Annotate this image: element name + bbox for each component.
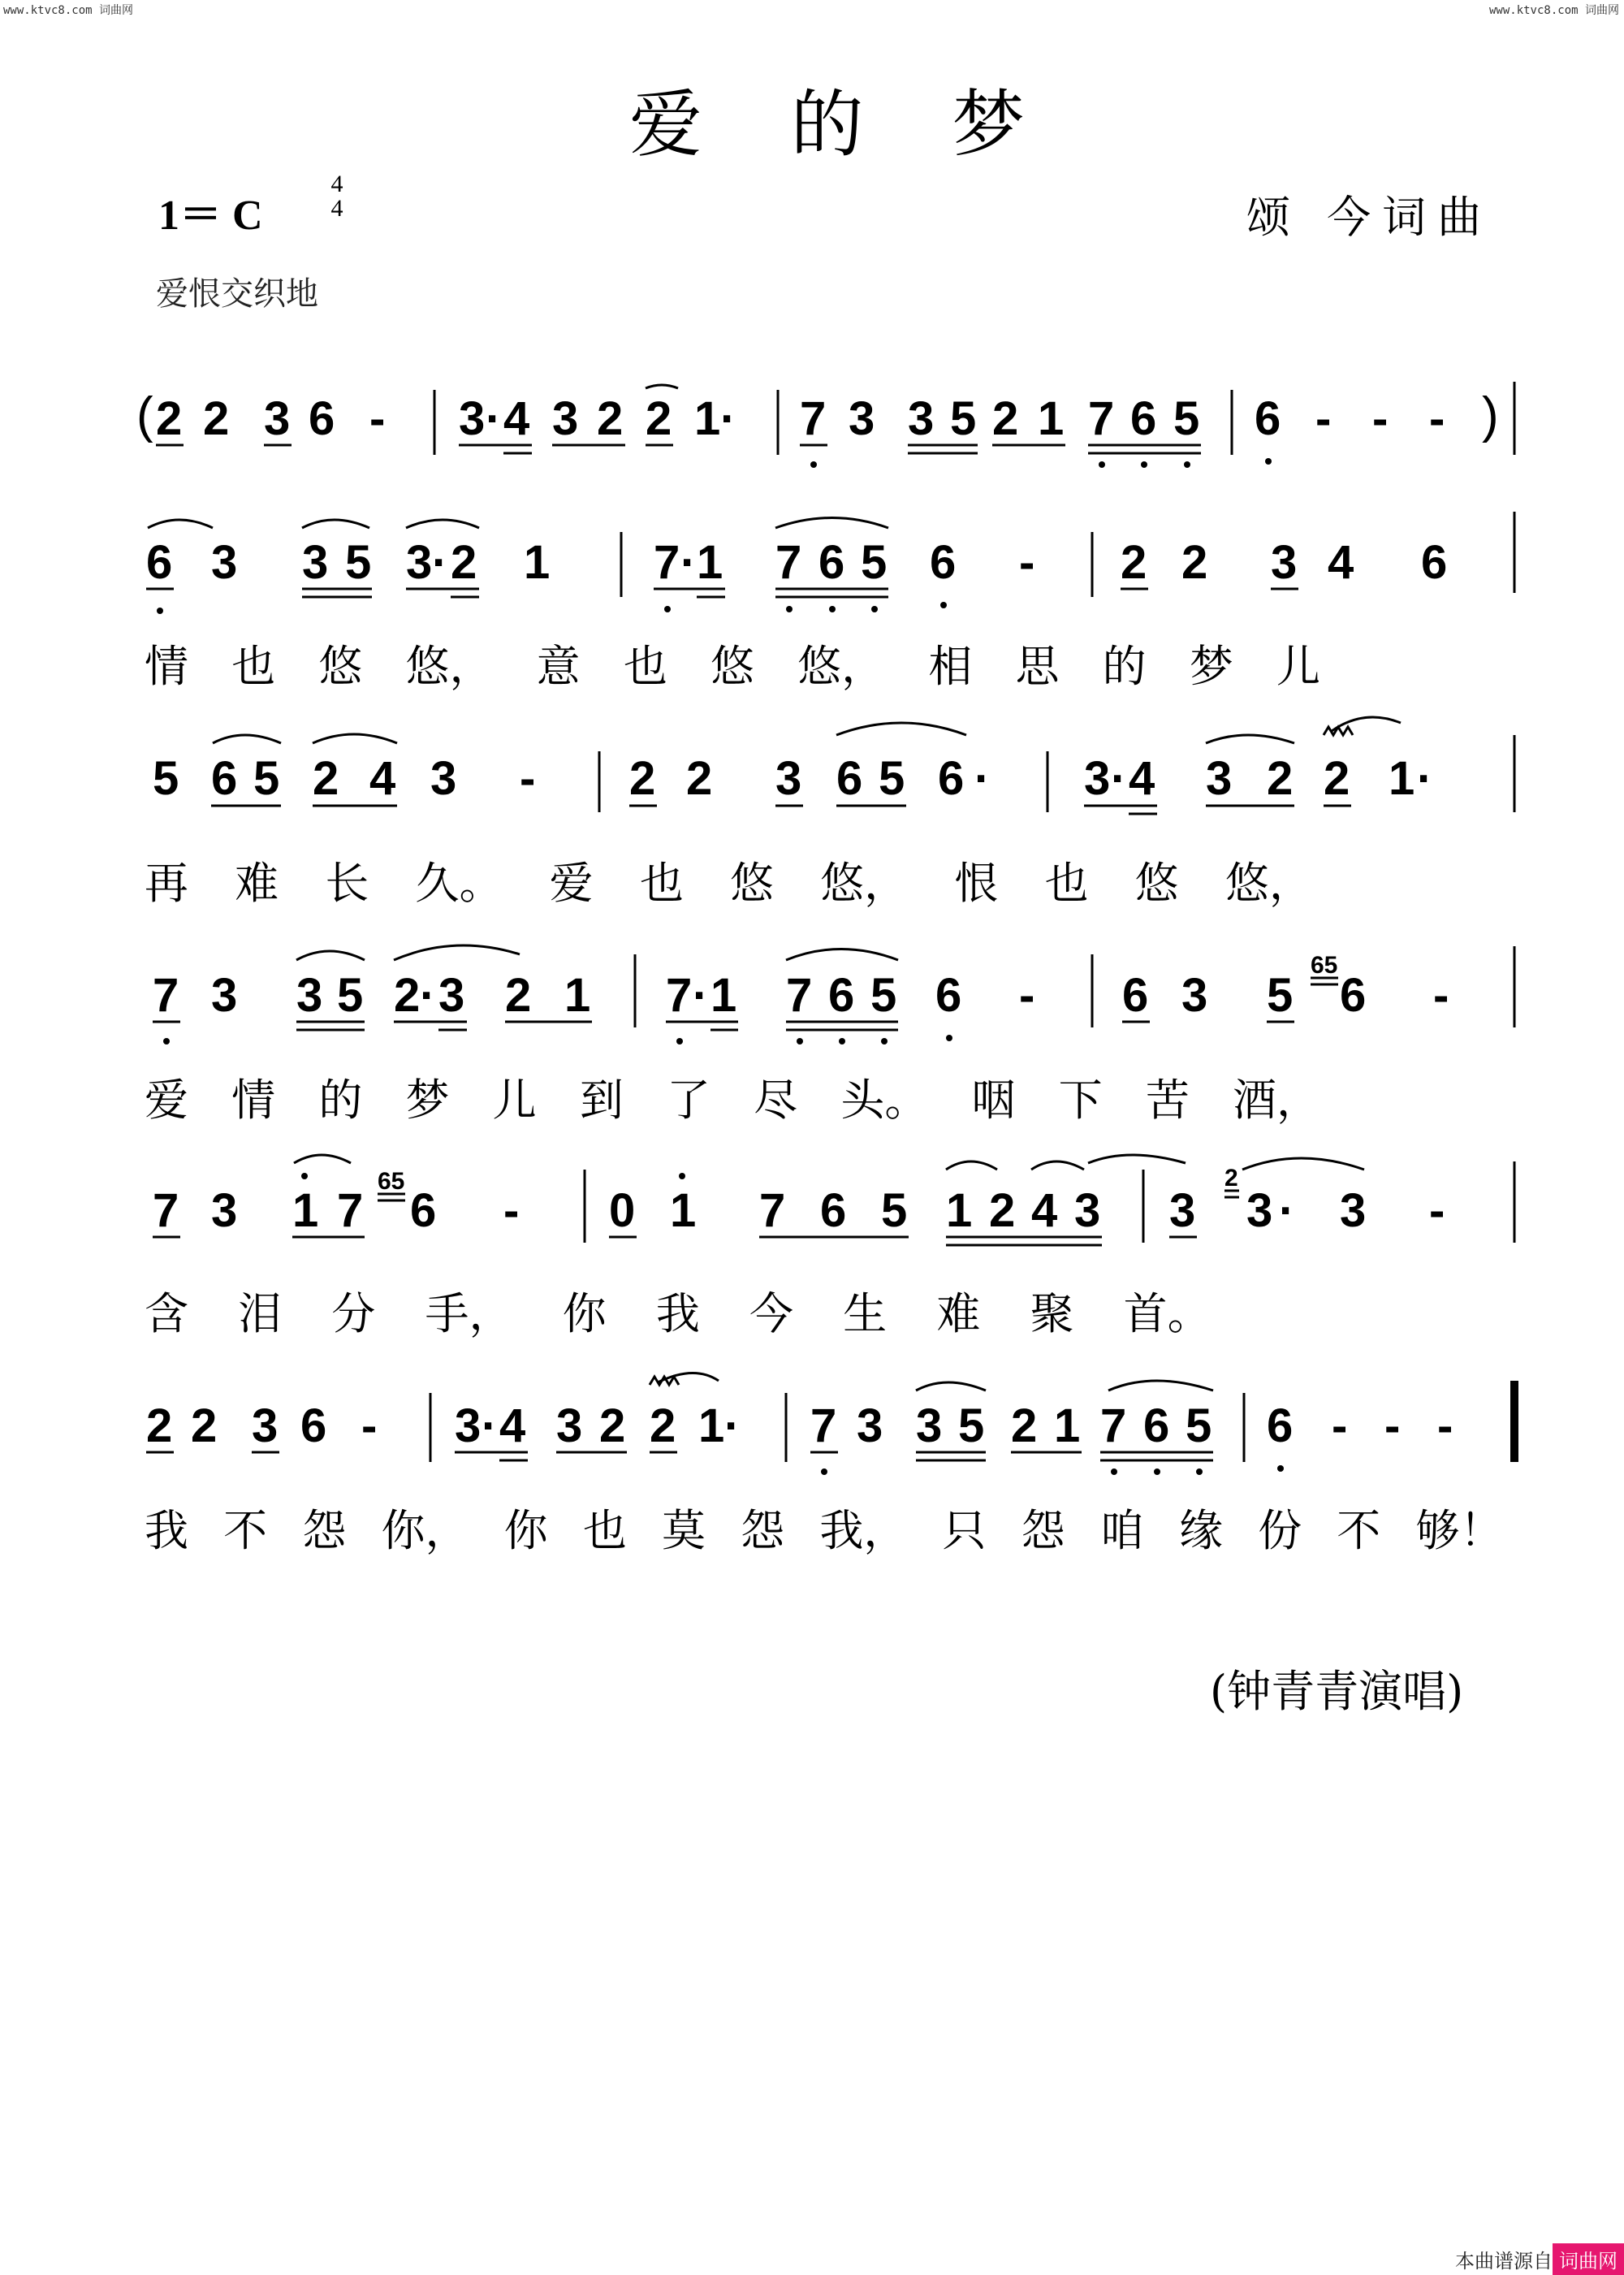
svg-text:2: 2 <box>992 392 1019 445</box>
svg-text:1: 1 <box>564 969 591 1022</box>
svg-text:6: 6 <box>1267 1399 1294 1452</box>
notation-line-1: (2 2 3 6 - | 3·4 3 2 2 1· | 7 3 3 5 2 1 7 6 5 | 6 - - - ) <box>0 2193 20 2194</box>
svg-text:1: 1 <box>697 536 723 589</box>
staff-line-5 <box>153 1155 1514 1245</box>
svg-text:7: 7 <box>654 536 680 589</box>
svg-text:7: 7 <box>153 1184 179 1237</box>
svg-text:3: 3 <box>1206 752 1233 805</box>
lyric-line-1: 情 也 悠 悠， 意 也 悠 悠， 相 思 的 梦 儿 <box>145 641 1320 692</box>
svg-text:2: 2 <box>1224 1165 1238 1192</box>
svg-text:6: 6 <box>1255 392 1281 445</box>
svg-text:6: 6 <box>935 969 962 1022</box>
svg-text:3: 3 <box>1169 1184 1196 1237</box>
svg-text:1: 1 <box>670 1184 697 1237</box>
svg-text:3: 3 <box>916 1399 943 1452</box>
site-header-left: www.ktvc8.com 词曲网 <box>3 4 134 17</box>
svg-text:-: - <box>520 752 536 805</box>
svg-text:·: · <box>482 1399 498 1452</box>
svg-text:-: - <box>361 1399 378 1452</box>
svg-text:5: 5 <box>1173 392 1200 445</box>
time-signature-bottom: 4 <box>330 195 343 222</box>
svg-text:7: 7 <box>337 1184 364 1237</box>
svg-text:3: 3 <box>296 969 323 1022</box>
svg-text:·: · <box>724 1399 741 1452</box>
lyric-line-4: 含 泪 分 手， 你 我 今 生 难 聚 首。 <box>145 1288 1212 1339</box>
svg-text:7: 7 <box>775 536 802 589</box>
svg-text:2: 2 <box>1181 536 1208 589</box>
svg-text:6: 6 <box>1143 1399 1170 1452</box>
notation-line-2: 6 3 3 5 3·2 1 | 7·1 7 6 5 6 - | 2 2 3 4 6 <box>20 2193 37 2194</box>
notation-line-6: 2 2 3 6 - | 3·4 3 2 2 1· | 7 3 3 5 2 1 7 6 5 | 6 - - - <box>87 2193 107 2194</box>
key-signature: 1＝ C <box>158 192 263 239</box>
svg-text:4: 4 <box>499 1399 526 1452</box>
performer-credit: (钟青青演唱) <box>1210 1666 1464 1717</box>
svg-text:1: 1 <box>946 1184 973 1237</box>
svg-text:7: 7 <box>786 969 813 1022</box>
svg-text:-: - <box>1384 1399 1401 1452</box>
svg-text:6: 6 <box>930 536 957 589</box>
svg-text:6: 6 <box>300 1399 327 1452</box>
svg-text:2: 2 <box>191 1399 218 1452</box>
lyric-line-5: 我 不 怨 你， 你 也 莫 怨 我， 只 怨 咱 缘 份 不 够！ <box>145 1505 1504 1556</box>
lyric-line-2: 再 难 长 久。 爱 也 悠 悠， 恨 也 悠 悠， <box>145 858 1313 909</box>
svg-text:·: · <box>974 752 991 805</box>
svg-text:2: 2 <box>313 752 339 805</box>
svg-text:-: - <box>1019 969 1035 1022</box>
svg-text:6: 6 <box>146 536 173 589</box>
staff-line-6 <box>146 1373 1514 1475</box>
svg-text:1: 1 <box>292 1184 319 1237</box>
notation-line-4: 7 3 3 5 2·3 2 1 | 7·1 7 6 5 6 - | 6 3 5 65 6 - <box>52 2193 70 2194</box>
time-signature-top: 4 <box>330 171 343 197</box>
notation-line-3: 5 6 5 2 4 3 - | 2 2 3 6 5 6· | 3·4 3 2 2 1· <box>36 2193 52 2194</box>
svg-text:5: 5 <box>881 1184 908 1237</box>
svg-text:2: 2 <box>1121 536 1147 589</box>
svg-text:3: 3 <box>211 1184 238 1237</box>
svg-text:3: 3 <box>556 1399 583 1452</box>
svg-text:1: 1 <box>1389 752 1415 805</box>
svg-text:6: 6 <box>1130 392 1157 445</box>
footer-site-link[interactable]: 词曲网 <box>1553 2243 1624 2275</box>
svg-text:3: 3 <box>775 752 802 805</box>
svg-text:1: 1 <box>694 392 721 445</box>
svg-text:·: · <box>1417 752 1433 805</box>
lyric-line-3: 爱 情 的 梦 儿 到 了 尽 头。 咽 下 苦 酒， <box>145 1075 1320 1126</box>
svg-text:-: - <box>1332 1399 1348 1452</box>
svg-text:6: 6 <box>818 536 845 589</box>
svg-text:5: 5 <box>861 536 888 589</box>
svg-text:5: 5 <box>337 969 364 1022</box>
svg-text:-: - <box>503 1184 520 1237</box>
svg-text:6: 6 <box>828 969 855 1022</box>
svg-text:4: 4 <box>1129 752 1155 805</box>
svg-text:6: 6 <box>938 752 965 805</box>
svg-text:6: 6 <box>309 392 335 445</box>
svg-text:3: 3 <box>438 969 465 1022</box>
svg-text:-: - <box>1437 1399 1453 1452</box>
svg-text:4: 4 <box>503 392 530 445</box>
site-header-right: www.ktvc8.com 词曲网 <box>1488 4 1619 17</box>
svg-text:1: 1 <box>524 536 551 589</box>
svg-text:2: 2 <box>1011 1399 1038 1452</box>
svg-text:3: 3 <box>1271 536 1298 589</box>
svg-text:6: 6 <box>820 1184 847 1237</box>
notation-text <box>0 2193 106 2194</box>
svg-text:2: 2 <box>599 1399 626 1452</box>
svg-text:3: 3 <box>1340 1184 1367 1237</box>
svg-text:3: 3 <box>455 1399 482 1452</box>
svg-text:3: 3 <box>302 536 329 589</box>
svg-text:6: 6 <box>410 1184 437 1237</box>
svg-text:3: 3 <box>1181 969 1208 1022</box>
svg-text:3: 3 <box>908 392 935 445</box>
svg-text:3: 3 <box>211 969 238 1022</box>
composer-credit: 颂 今词曲 <box>1246 192 1493 243</box>
svg-text:4: 4 <box>1031 1184 1058 1237</box>
svg-text:5: 5 <box>950 392 977 445</box>
svg-text:2: 2 <box>1267 752 1294 805</box>
footer-watermark <box>1455 2243 1624 2275</box>
svg-text:3: 3 <box>849 392 875 445</box>
svg-text:3: 3 <box>264 392 291 445</box>
svg-text:-: - <box>1315 392 1332 445</box>
svg-text:7: 7 <box>666 969 693 1022</box>
footer-source-label: 本曲谱源自 <box>1455 2250 1553 2273</box>
svg-text:4: 4 <box>369 752 396 805</box>
svg-text:1: 1 <box>1038 392 1065 445</box>
svg-text:3: 3 <box>552 392 579 445</box>
svg-text:1: 1 <box>1054 1399 1081 1452</box>
svg-text:5: 5 <box>958 1399 985 1452</box>
svg-text:·: · <box>486 392 502 445</box>
svg-text:2: 2 <box>989 1184 1016 1237</box>
svg-text:3: 3 <box>406 536 433 589</box>
svg-text:7: 7 <box>810 1399 837 1452</box>
svg-text:2: 2 <box>629 752 656 805</box>
svg-text:65: 65 <box>378 1168 405 1195</box>
svg-text:2: 2 <box>1324 752 1350 805</box>
svg-text:6: 6 <box>1421 536 1448 589</box>
svg-text:·: · <box>432 536 448 589</box>
svg-text:2: 2 <box>156 392 183 445</box>
svg-text:7: 7 <box>1088 392 1115 445</box>
svg-text:2: 2 <box>686 752 713 805</box>
svg-text:-: - <box>1372 392 1389 445</box>
svg-text:5: 5 <box>1267 969 1294 1022</box>
svg-text:0: 0 <box>609 1184 636 1237</box>
svg-text:-: - <box>1019 536 1035 589</box>
svg-text:2: 2 <box>203 392 230 445</box>
svg-text:3: 3 <box>1074 1184 1101 1237</box>
svg-text:7: 7 <box>1100 1399 1127 1452</box>
svg-text:3: 3 <box>211 536 238 589</box>
svg-text:5: 5 <box>870 969 897 1022</box>
svg-text:-: - <box>1429 392 1445 445</box>
expression-mark: 爱恨交织地 <box>156 275 318 313</box>
svg-text:3: 3 <box>1246 1184 1273 1237</box>
svg-text:2: 2 <box>146 1399 173 1452</box>
staff-line-2 <box>146 512 1514 614</box>
svg-text:2: 2 <box>394 969 421 1022</box>
notation-line-5: 7 3 1 7 65 6 - | 0 1 7 6 5 1 2 4 3 | 3 2 3· 3 - <box>69 2193 88 2194</box>
song-title: 爱 的 梦 <box>629 82 1058 167</box>
svg-text:·: · <box>720 392 736 445</box>
svg-text:5: 5 <box>153 752 179 805</box>
svg-text:6: 6 <box>211 752 238 805</box>
svg-text:6: 6 <box>1340 969 1367 1022</box>
staff-line-3 <box>153 717 1514 814</box>
svg-text:3: 3 <box>459 392 486 445</box>
svg-text:(: ( <box>136 387 153 443</box>
svg-text:5: 5 <box>1186 1399 1212 1452</box>
svg-text:7: 7 <box>153 969 179 1022</box>
svg-text:2: 2 <box>451 536 477 589</box>
svg-text:5: 5 <box>253 752 280 805</box>
svg-text:·: · <box>1279 1184 1295 1237</box>
svg-text:): ) <box>1482 387 1499 443</box>
staff-line-4 <box>153 945 1514 1045</box>
svg-text:2: 2 <box>646 392 672 445</box>
svg-text:7: 7 <box>759 1184 786 1237</box>
svg-text:2: 2 <box>505 969 532 1022</box>
svg-text:·: · <box>693 969 709 1022</box>
svg-text:3: 3 <box>1084 752 1111 805</box>
svg-text:-: - <box>1433 969 1449 1022</box>
svg-text:·: · <box>1111 752 1127 805</box>
svg-text:3: 3 <box>430 752 457 805</box>
svg-text:·: · <box>680 536 697 589</box>
staff-line-1 <box>136 382 1514 468</box>
svg-text:1: 1 <box>698 1399 725 1452</box>
svg-text:-: - <box>369 392 386 445</box>
svg-text:2: 2 <box>650 1399 676 1452</box>
svg-text:1: 1 <box>710 969 737 1022</box>
svg-text:2: 2 <box>597 392 624 445</box>
svg-text:6: 6 <box>836 752 863 805</box>
svg-text:-: - <box>1429 1184 1445 1237</box>
svg-text:7: 7 <box>800 392 827 445</box>
svg-text:·: · <box>420 969 436 1022</box>
svg-text:5: 5 <box>345 536 372 589</box>
svg-text:65: 65 <box>1311 952 1338 979</box>
svg-text:6: 6 <box>1122 969 1149 1022</box>
svg-text:3: 3 <box>857 1399 883 1452</box>
svg-text:4: 4 <box>1328 536 1354 589</box>
svg-text:5: 5 <box>879 752 905 805</box>
svg-text:3: 3 <box>252 1399 279 1452</box>
